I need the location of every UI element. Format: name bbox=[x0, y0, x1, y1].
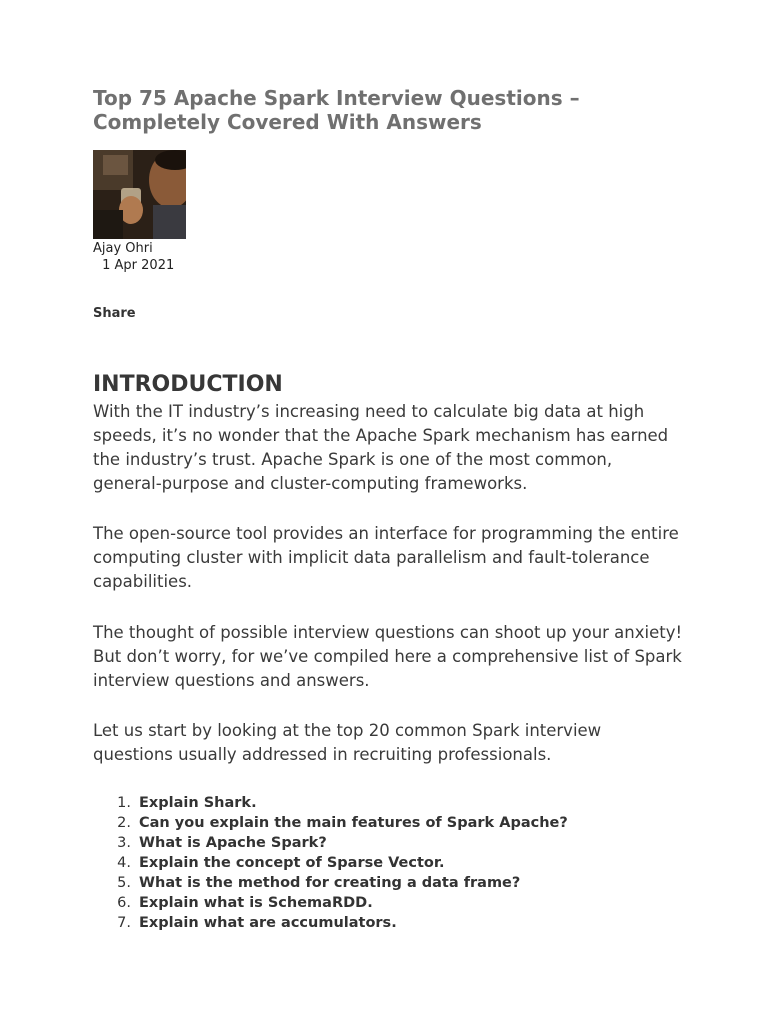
list-number: 4. bbox=[117, 855, 131, 871]
section-heading: INTRODUCTION bbox=[93, 372, 283, 397]
intro-paragraph: With the IT industry’s increasing need to calculate big data at high speeds, it’s no wonder that the Apache Spark mechanism has earned the industry’s trust. Apache Spark is one of the most common, general-purpose and cluster-computing frameworks. bbox=[93, 402, 669, 493]
author-avatar bbox=[93, 150, 186, 239]
list-item bbox=[93, 793, 683, 813]
question-list bbox=[93, 793, 683, 933]
intro-paragraph: The thought of possible interview questions can shoot up your anxiety! But don’t worry, for we’ve compiled here a comprehensive list of Spark interview questions and answers. bbox=[93, 623, 683, 690]
list-item bbox=[93, 853, 683, 873]
question-text: Explain what are accumulators. bbox=[139, 915, 397, 931]
question-text: Explain what is SchemaRDD. bbox=[139, 895, 373, 911]
list-item bbox=[93, 833, 683, 853]
list-item bbox=[93, 873, 683, 893]
article-title: Top 75 Apache Spark Interview Questions – Completely Covered With Answers bbox=[93, 86, 580, 134]
list-number: 3. bbox=[117, 835, 131, 851]
question-text: Explain the concept of Sparse Vector. bbox=[139, 855, 445, 871]
question-text: What is Apache Spark? bbox=[139, 835, 327, 851]
list-number: 5. bbox=[117, 875, 131, 891]
list-item bbox=[93, 813, 683, 833]
question-text: What is the method for creating a data frame? bbox=[139, 875, 521, 891]
list-number: 2. bbox=[117, 815, 131, 831]
author-name[interactable]: Ajay Ohri bbox=[93, 241, 153, 256]
author-photo-image bbox=[93, 150, 186, 239]
list-number: 1. bbox=[117, 795, 131, 811]
intro-paragraph: Let us start by looking at the top 20 common Spark interview questions usually addressed in recruiting professionals. bbox=[93, 721, 602, 764]
question-text: Explain Shark. bbox=[139, 795, 257, 811]
list-item bbox=[93, 913, 683, 933]
intro-paragraph: The open-source tool provides an interface for programming the entire computing cluster with implicit data parallelism and fault-tolerance capabilities. bbox=[93, 524, 679, 591]
post-date: 1 Apr 2021 bbox=[98, 258, 175, 273]
question-text: Can you explain the main features of Spark Apache? bbox=[139, 815, 568, 831]
list-number: 6. bbox=[117, 895, 131, 911]
share-button[interactable]: Share bbox=[93, 306, 136, 321]
list-number: 7. bbox=[117, 915, 131, 931]
list-item bbox=[93, 893, 683, 913]
